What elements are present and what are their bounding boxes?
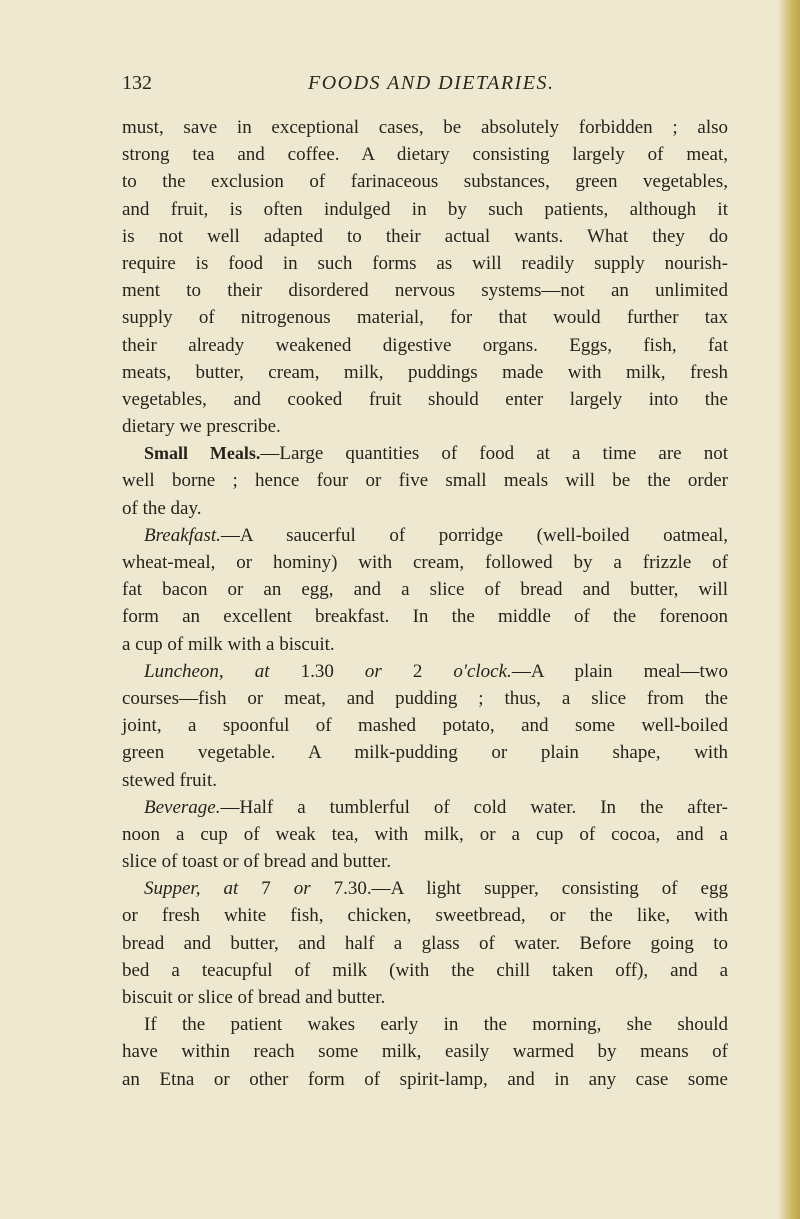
- text-run: 1.30: [300, 660, 365, 682]
- italic-text: or: [293, 878, 334, 900]
- text-line: [122, 712, 728, 739]
- text-run: bread and butter, and half a glass of water. Before going to: [122, 932, 728, 954]
- text-run: biscuit or slice of bread and butter.: [122, 987, 386, 1008]
- text-run: green vegetable. A milk-pudding or plain shape, with: [122, 742, 728, 764]
- text-line: [122, 658, 728, 685]
- text-run: 7.30.—A light supper, consisting of egg: [333, 878, 728, 900]
- text-run: dietary we prescribe.: [122, 416, 281, 438]
- text-run: an Etna or other form of spirit-lamp, and in any case some: [122, 1068, 728, 1090]
- running-head: FOODS AND DIETARIES.: [308, 72, 555, 94]
- text-line: [122, 549, 728, 576]
- italic-text: o'clock.: [453, 660, 512, 682]
- text-line: [122, 767, 728, 794]
- text-line: [122, 576, 728, 603]
- italic-text: Luncheon, at: [144, 660, 301, 682]
- text-run: their already weakened digestive organs. Eggs, fish, fat: [122, 334, 728, 356]
- page-header: [122, 72, 732, 102]
- text-run: wheat-meal, or hominy) with cream, followed by a frizzle of: [122, 552, 728, 573]
- page-number: 132: [122, 72, 152, 94]
- text-run: If the patient wakes early in the morning, she should: [144, 1014, 728, 1036]
- text-run: of the day.: [122, 497, 202, 519]
- section-heading: Small Meals.: [144, 443, 261, 464]
- text-run: meats, butter, cream, milk, puddings made with milk, fresh: [122, 361, 728, 383]
- text-line: [122, 332, 728, 359]
- text-run: to the exclusion of farinaceous substances, green vegetables,: [122, 171, 728, 193]
- text-line: [122, 359, 728, 386]
- text-line: [122, 522, 728, 549]
- page-edge: [778, 0, 800, 1219]
- text-line: [122, 685, 728, 712]
- text-line: [122, 467, 728, 494]
- text-line: [122, 495, 728, 522]
- text-line: [122, 114, 728, 141]
- text-line: [122, 277, 728, 304]
- text-line: [122, 168, 728, 195]
- text-run: bed a teacupful of milk (with the chill taken off), and a: [122, 959, 728, 981]
- text-run: —A plain meal—two: [511, 660, 729, 682]
- text-line: [122, 1011, 728, 1038]
- text-line: [122, 902, 728, 929]
- text-run: joint, a spoonful of mashed potato, and some well-boiled: [122, 715, 728, 737]
- text-line: [122, 984, 728, 1011]
- text-line: [122, 631, 728, 658]
- text-run: must, save in exceptional cases, be absolutely forbidden ; also: [122, 117, 728, 138]
- text-line: [122, 304, 728, 331]
- text-line: [122, 250, 728, 277]
- text-run: 7: [261, 878, 294, 900]
- text-line: [122, 196, 728, 223]
- text-run: ment to their disordered nervous systems—not an unlimited: [122, 280, 728, 302]
- text-run: courses—fish or meat, and pudding ; thus, a slice from the: [122, 687, 728, 709]
- text-run: 2: [412, 660, 454, 682]
- text-line: [122, 386, 728, 413]
- text-run: require is food in such forms as will readily supply nourish-: [122, 252, 728, 274]
- text-line: [122, 413, 728, 440]
- text-run: form an excellent breakfast. In the middle of the forenoon: [122, 606, 728, 628]
- text-line: [122, 794, 728, 821]
- text-line: [122, 930, 728, 957]
- text-run: or fresh white fish, chicken, sweetbread, or the like, with: [122, 905, 728, 927]
- text-run: —Half a tumblerful of cold water. In the after-: [220, 796, 728, 818]
- text-line: [122, 739, 728, 766]
- text-run: supply of nitrogenous material, for that would further tax: [122, 307, 728, 329]
- italic-text: Beverage.: [144, 796, 221, 818]
- text-line: [122, 1038, 728, 1065]
- italic-text: Breakfast.: [144, 524, 221, 546]
- text-line: [122, 440, 728, 467]
- text-run: —Large quantities of food at a time are not: [260, 443, 728, 465]
- text-line: [122, 141, 728, 168]
- italic-text: or: [364, 660, 413, 682]
- text-run: slice of toast or of bread and butter.: [122, 851, 392, 873]
- text-line: [122, 848, 728, 875]
- text-line: [122, 957, 728, 984]
- text-run: have within reach some milk, easily warmed by means of: [122, 1041, 728, 1063]
- text-run: vegetables, and cooked fruit should enter largely into the: [122, 388, 728, 410]
- body-text: [122, 114, 728, 1093]
- text-run: well borne ; hence four or five small meals will be the order: [122, 470, 728, 492]
- text-line: [122, 223, 728, 250]
- text-run: is not well adapted to their actual wants. What they do: [122, 225, 728, 247]
- text-line: [122, 821, 728, 848]
- text-line: [122, 1066, 728, 1093]
- text-run: —A saucerful of porridge (well-boiled oatmeal,: [220, 524, 728, 546]
- text-run: noon a cup of weak tea, with milk, or a cup of cocoa, and a: [122, 823, 728, 845]
- italic-text: Supper, at: [144, 878, 262, 900]
- text-line: [122, 603, 728, 630]
- text-run: a cup of milk with a biscuit.: [122, 633, 335, 655]
- text-run: strong tea and coffee. A dietary consisting largely of meat,: [122, 144, 728, 166]
- text-line: [122, 875, 728, 902]
- text-run: stewed fruit.: [122, 769, 217, 791]
- text-run: and fruit, is often indulged in by such patients, although it: [122, 198, 728, 220]
- text-run: fat bacon or an egg, and a slice of bread and butter, will: [122, 579, 728, 601]
